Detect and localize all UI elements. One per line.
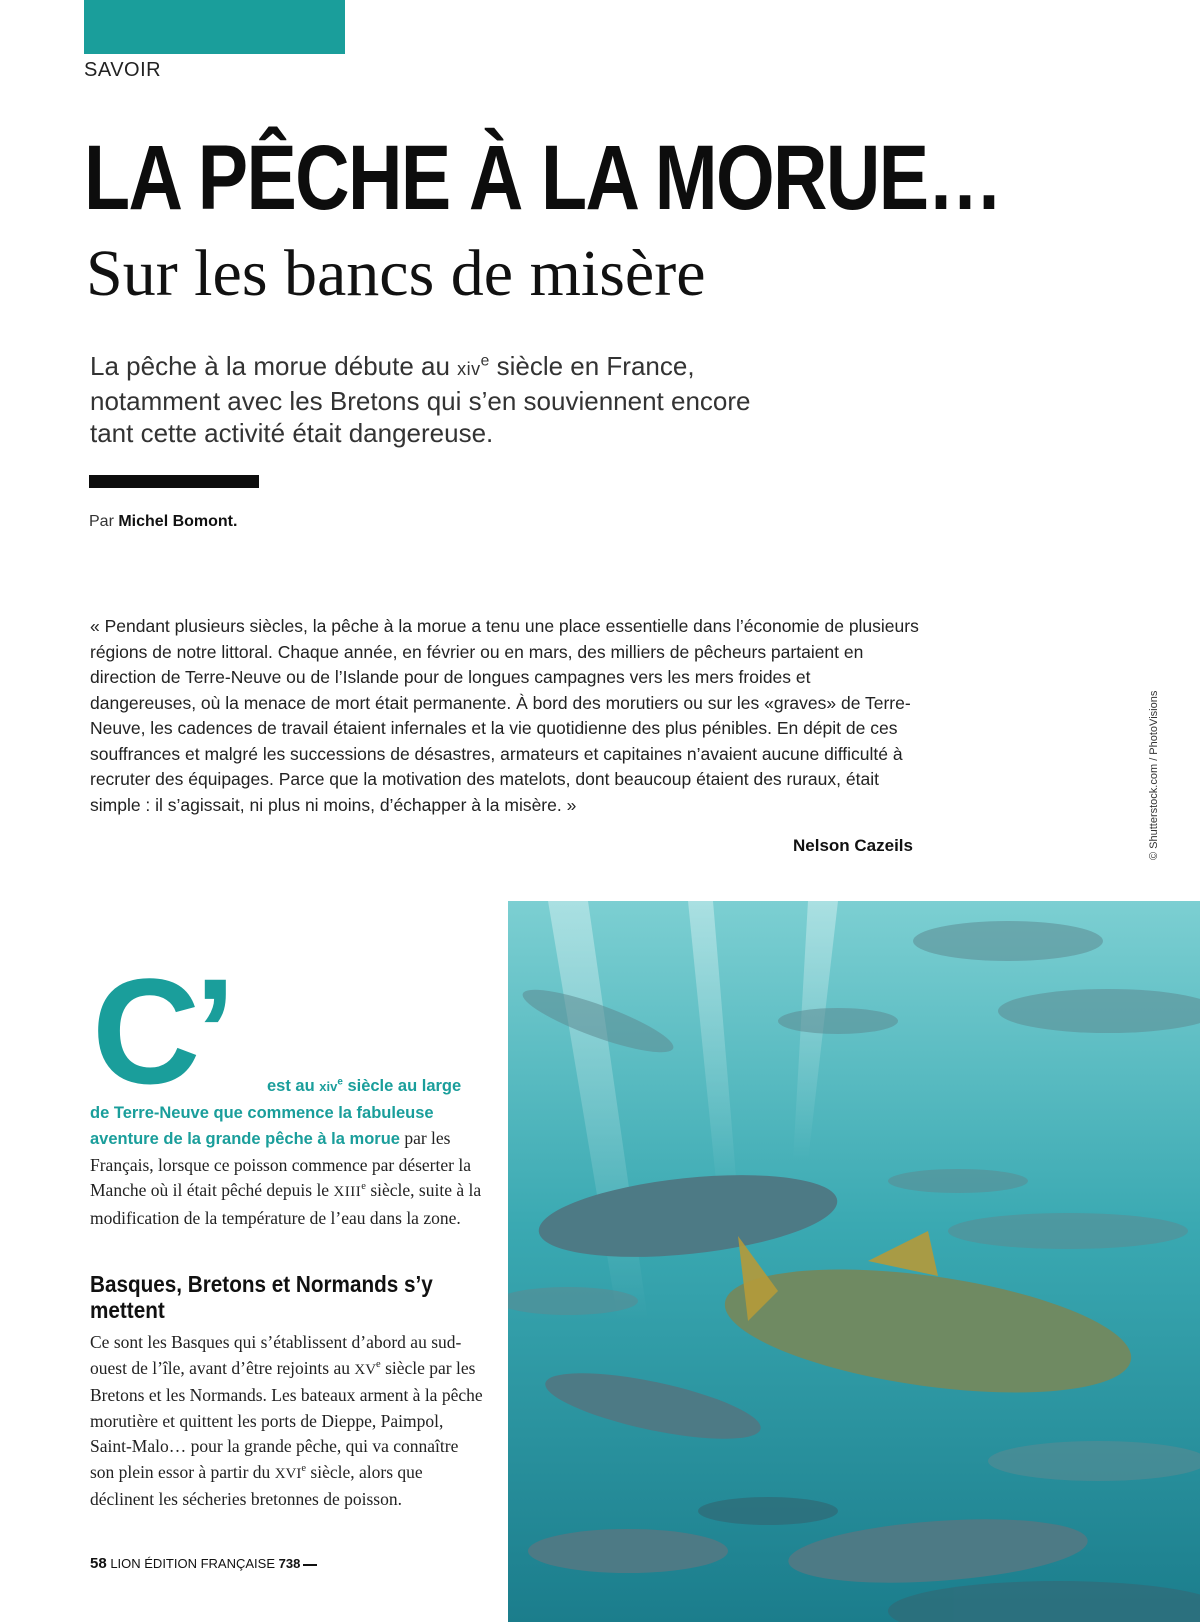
divider-rule <box>89 475 259 488</box>
article-lead: La pêche à la morue débute au xiv$^e$ siècle en France, notamment avec les Bretons qui s’en souviennent encore tant cette activité était dangereuse. <box>90 351 751 448</box>
body-paragraph-1: est au xiv$^e$ siècle au large de Terre-Neuve que commence la fabuleuse aventure de la grande pêche à la morue par les Français, lorsque ce poisson commence par déserter la Manche où il était pêché depuis le XIIIe siècle, suite à la modification de la température de l’eau dans la zone. <box>90 1074 484 1231</box>
epigraph-quote: « Pendant plusieurs siècles, la pêche à la morue a tenu une place essentielle dans l’économie de plusieurs régions de notre littoral. Chaque année, en février ou en mars, des milliers de pêcheurs partaient en direction de Terre-Neuve ou de l’Islande pour de longues campagnes vers les mers froides et dangereuses, où la menace de mort était permanente. À bord des morutiers ou sur les «graves» de Terre-Neuve, les cadences de travail étaient infernales et la vie quotidienne des plus pénibles. En dépit de ces souffrances et malgré les successions de désastres, armateurs et capitaines n’avaient aucune difficulté à recruter des équipages. Parce que la motivation des matelots, dont beaucoup étaient des ruraux, était simple : il s’agissait, ni plus ni moins, d’échapper à la misère. » <box>90 616 919 815</box>
author-name: Michel Bomont. <box>118 513 238 530</box>
byline: Par Michel Bomont. <box>89 513 238 530</box>
section-color-bar <box>84 0 345 54</box>
cod-school-photo <box>508 901 1200 1622</box>
body-paragraph-2: Ce sont les Basques qui s’établissent d’abord au sud-ouest de l’île, avant d’être rejoints au XVe siècle par les Bretons et les Normands. Les bateaux arment à la pêche morutière et quittent les ports de Dieppe, Paimpol, Saint-Malo… pour la grande pêche, qui va connaître son plein essor à partir du XVIe siècle, alors que déclinent les sécheries bretonnes de poisson. <box>90 1332 483 1509</box>
intro-text: est au xiv$^e$ siècle au large <box>267 1076 462 1095</box>
issue-number: 738 <box>278 1556 301 1571</box>
drop-cap: C’ <box>92 947 230 1115</box>
magazine-name: LION ÉDITION FRANÇAISE <box>110 1556 276 1571</box>
page-footer <box>90 1555 317 1572</box>
page-number: 58 <box>90 1555 107 1572</box>
section-heading: Basques, Bretons et Normands s’y mettent <box>90 1271 433 1323</box>
quote-author: Nelson Cazeils <box>793 836 913 855</box>
photo-credit: © Shutterstock.com / PhotoVisions <box>1148 690 1160 860</box>
section-rubric: SAVOIR <box>84 59 162 81</box>
article-title: LA PÊCHE À LA MORUE… <box>84 127 1002 229</box>
article-subtitle: Sur les bancs de misère <box>86 237 706 310</box>
